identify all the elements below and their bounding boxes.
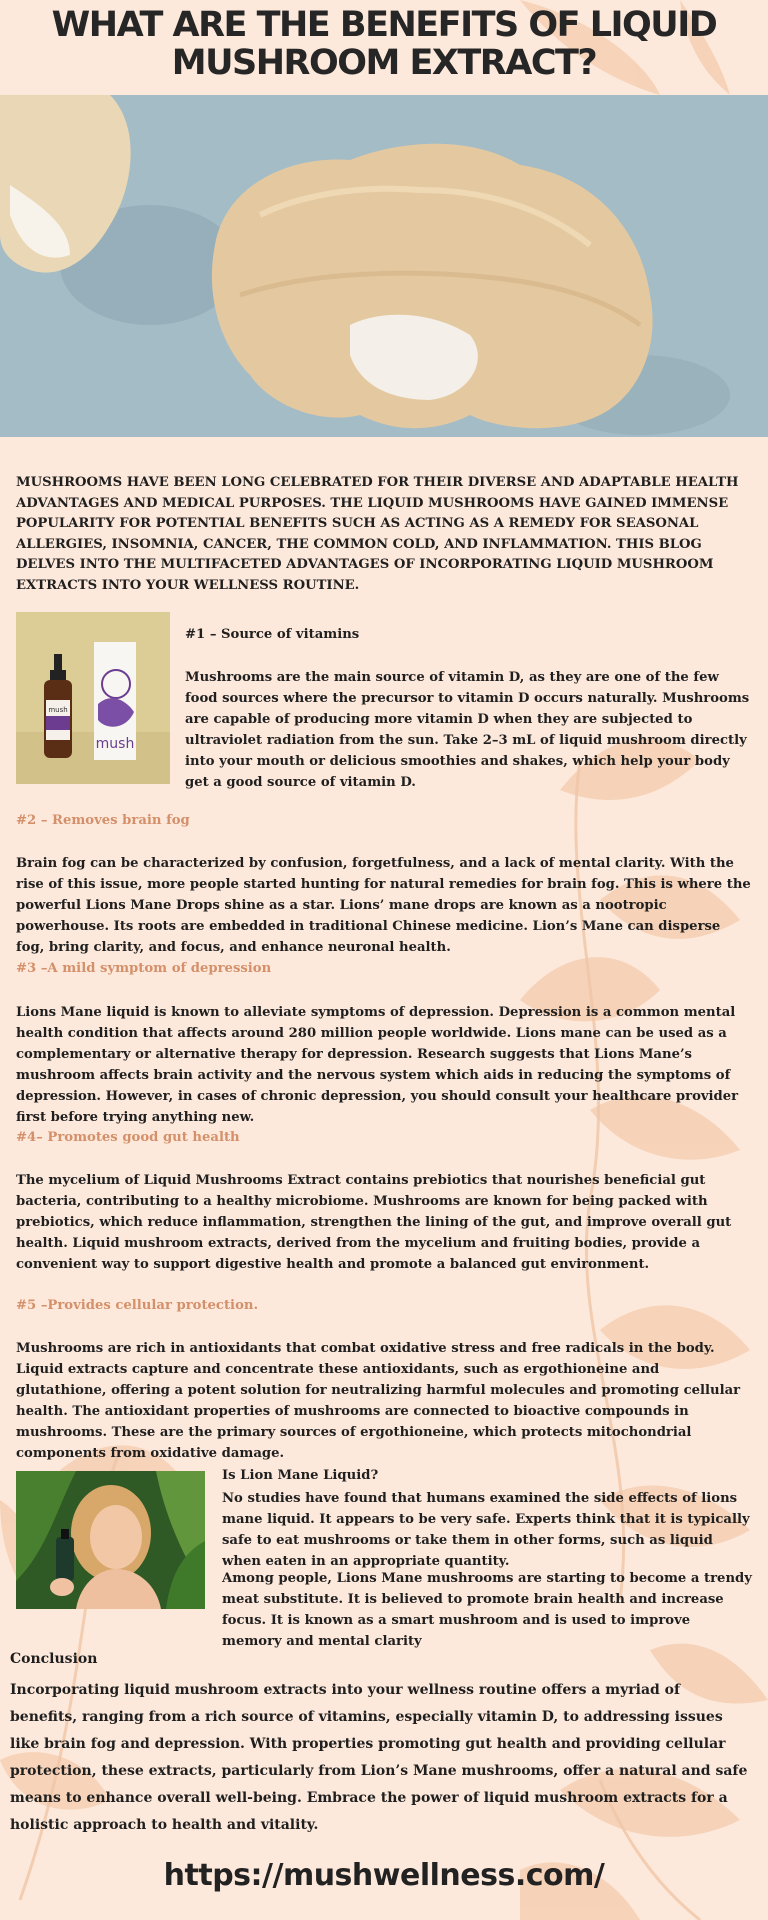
section-5-body: Mushrooms are rich in antioxidants that combat oxidative stress and free radicals in the body. Liquid extracts capture and concentrate these antioxidants, such as ergothioneine and glutathione, offering a potent solution for neutralizing harmful molecules and promoting cellular health. The antioxidant properties of mushrooms are connected to bioactive compounds in mushrooms. These are the primary sources of ergothioneine, which protects mitochondrial components from oxidative damage. [16, 1341, 741, 1461]
conclusion-title: Conclusion [10, 1651, 98, 1667]
section-4-body: The mycelium of Liquid Mushrooms Extract contains prebiotics that nourishes beneficial gut bacteria, contributing to a healthy microbiome. Mushrooms are known for being packed with prebiotics, which reduce inflammation, strengthen the lining of the gut, and improve overall gut health. Liquid mushroom extracts, derived from the mycelium and fruiting bodies, provide a convenient way to support digestive health and promote a balanced gut environment. [16, 1173, 732, 1272]
section-4-heading: #4– Promotes good gut health [16, 1130, 240, 1145]
section-3-body: Lions Mane liquid is known to alleviate symptoms of depression. Depression is a common mental health condition that affects around 280 million people worldwide. Lions mane can be used as a complementary or alternative therapy for depression. Research suggests that Lions Mane’s mushroom affects brain activity and the nervous system which aids in reducing the symptoms of depression. However, in cases of chronic depression, you should consult your healthcare provider first before trying anything new. [16, 1005, 739, 1125]
lion-mane-heading: Is Lion Mane Liquid? [222, 1468, 379, 1483]
bottle-brand-text: mush [48, 706, 68, 714]
lion-mane-body-1: No studies have found that humans examined the side effects of lions mane liquid. It appears to be very safe. Experts think that it is typically safe to eat mushrooms or take them in other forms, such as liquid when eaten in an appropriate quantity. [222, 1491, 750, 1569]
website-url-link[interactable]: https://mushwellness.com/ [163, 1858, 605, 1893]
intro-paragraph: MUSHROOMS HAVE BEEN LONG CELEBRATED FOR THEIR DIVERSE AND ADAPTABLE HEALTH ADVANTAGES AND MEDICAL PURPOSES. THE LIQUID MUSHROOMS HAVE GAINED IMMENSE POPULARITY FOR POTENTIAL BENEFITS SUCH AS ACTING AS A REMEDY FOR SEASONAL ALLERGIES, INSOMNIA, CANCER, THE COMMON COLD, AND INFLAMMATION. THIS BLOG DELVES INTO THE MULTIFACETED ADVANTAGES OF INCORPORATING LIQUID MUSHROOM EXTRACTS INTO YOUR WELLNESS ROUTINE. [16, 475, 739, 593]
section-1-heading: #1 – Source of vitamins [185, 627, 360, 642]
lion-mane-body-2: Among people, Lions Mane mushrooms are starting to become a trendy meat substitute. It is believed to promote brain health and increase focus. It is known as a smart mushroom and is used to improve memory and mental clarity [222, 1571, 752, 1649]
hero-image-lions-mane [0, 95, 768, 437]
page-title: WHAT ARE THE BENEFITS OF LIQUID MUSHROOM EXTRACT? [51, 5, 717, 83]
section-2-body: Brain fog can be characterized by confusion, forgetfulness, and a lack of mental clarity. With the rise of this issue, more people started hunting for natural remedies for brain fog. This is where the powerful Lions Mane Drops shine as a star. Lions’ mane drops are known as a nootropic powerhouse. Its roots are embedded in traditional Chinese medicine. Lion’s Mane can disperse fog, bring clarity, and focus, and enhance neuronal health. [16, 856, 751, 955]
product-image-mush-bottle [16, 612, 170, 784]
section-1-body: Mushrooms are the main source of vitamin D, as they are one of the few food sources where the precursor to vitamin D occurs naturally. Mushrooms are capable of producing more vitamin D when they are subjected to ultraviolet radiation from the sun. Take 2–3 mL of liquid mushroom directly into your mouth or delicious smoothies and shakes, which help your body get a good source of vitamin D. [185, 670, 750, 790]
section-5-heading: #5 –Provides cellular protection. [16, 1298, 259, 1313]
conclusion-body: Incorporating liquid mushroom extracts into your wellness routine offers a myriad of benefits, ranging from a rich source of vitamins, especially vitamin D, to addressing issues like brain fog and depression. With properties promoting gut health and providing cellular protection, these extracts, particularly from Lion’s Mane mushrooms, offer a natural and safe means to enhance overall well-being. Embrace the power of liquid mushroom extracts for a holistic approach to health and vitality. [10, 1682, 748, 1833]
section-3-heading: #3 –A mild symptom of depression [16, 961, 272, 976]
product-brand-text: mush [95, 736, 135, 752]
woman-holding-bottle-photo [16, 1471, 205, 1609]
section-2-heading: #2 – Removes brain fog [16, 813, 190, 828]
